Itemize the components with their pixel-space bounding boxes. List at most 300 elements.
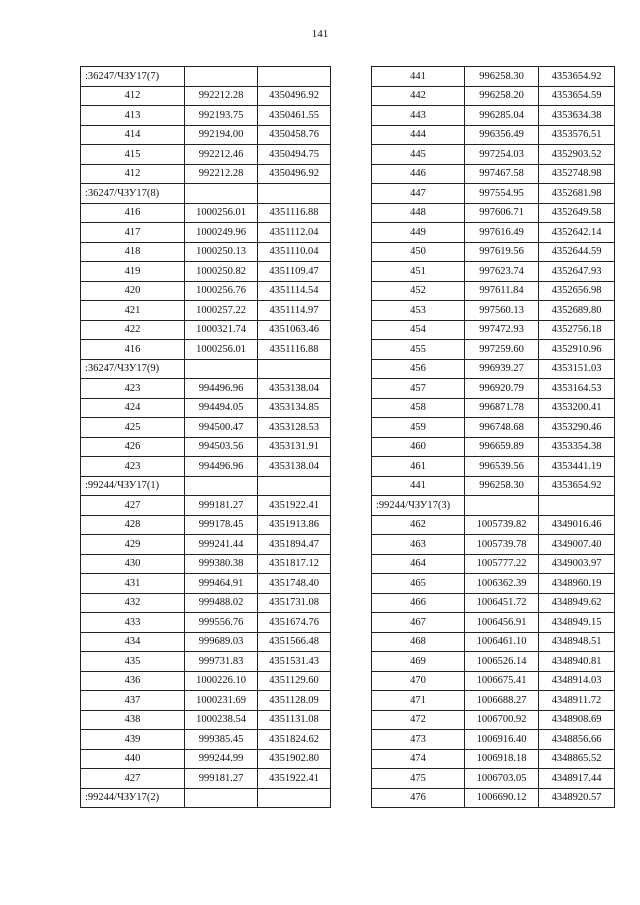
x-coordinate-cell: 996748.68 (465, 418, 539, 438)
empty-cell (258, 67, 331, 87)
table-row (81, 320, 331, 340)
table-row (372, 320, 615, 340)
x-coordinate-cell: 997611.84 (465, 281, 539, 301)
x-coordinate-cell: 997623.74 (465, 262, 539, 282)
point-number-cell: 464 (372, 554, 465, 574)
x-coordinate-cell: 997259.60 (465, 340, 539, 360)
table-row (372, 769, 615, 789)
table-row (81, 574, 331, 594)
table-row (372, 652, 615, 672)
x-coordinate-cell: 997467.58 (465, 164, 539, 184)
table-row (372, 613, 615, 633)
y-coordinate-cell: 4348920.57 (539, 788, 615, 808)
y-coordinate-cell: 4351116.88 (258, 340, 331, 360)
point-number-cell: 422 (81, 320, 185, 340)
x-coordinate-cell: 992212.28 (185, 164, 258, 184)
table-row (81, 203, 331, 223)
y-coordinate-cell: 4353654.59 (539, 86, 615, 106)
coordinates-table-left (80, 66, 331, 808)
table-row (81, 632, 331, 652)
x-coordinate-cell: 992194.00 (185, 125, 258, 145)
x-coordinate-cell: 1006362.39 (465, 574, 539, 594)
parcel-label: :36247/ЧЗУ17(7) (81, 67, 185, 87)
x-coordinate-cell: 997606.71 (465, 203, 539, 223)
x-coordinate-cell: 1006703.05 (465, 769, 539, 789)
y-coordinate-cell: 4353354.38 (539, 437, 615, 457)
table-row (372, 379, 615, 399)
y-coordinate-cell: 4351114.54 (258, 281, 331, 301)
x-coordinate-cell: 999731.83 (185, 652, 258, 672)
table-row (372, 262, 615, 282)
x-coordinate-cell: 1006688.27 (465, 691, 539, 711)
y-coordinate-cell: 4353138.04 (258, 379, 331, 399)
table-row (81, 769, 331, 789)
y-coordinate-cell: 4353634.38 (539, 106, 615, 126)
x-coordinate-cell: 1000256.01 (185, 340, 258, 360)
table-row (372, 145, 615, 165)
x-coordinate-cell: 1000250.82 (185, 262, 258, 282)
table-row (81, 223, 331, 243)
table-row (372, 691, 615, 711)
table-row (81, 554, 331, 574)
x-coordinate-cell: 997254.03 (465, 145, 539, 165)
point-number-cell: 418 (81, 242, 185, 262)
x-coordinate-cell: 992212.28 (185, 86, 258, 106)
table-row (81, 398, 331, 418)
y-coordinate-cell: 4351112.04 (258, 223, 331, 243)
point-number-cell: 441 (372, 476, 465, 496)
x-coordinate-cell: 999241.44 (185, 535, 258, 555)
point-number-cell: 455 (372, 340, 465, 360)
point-number-cell: 446 (372, 164, 465, 184)
point-number-cell: 443 (372, 106, 465, 126)
table-row (81, 652, 331, 672)
y-coordinate-cell: 4351731.08 (258, 593, 331, 613)
table-row (81, 379, 331, 399)
x-coordinate-cell: 1000257.22 (185, 301, 258, 321)
point-number-cell: 419 (81, 262, 185, 282)
y-coordinate-cell: 4353441.19 (539, 457, 615, 477)
x-coordinate-cell: 996356.49 (465, 125, 539, 145)
point-number-cell: 470 (372, 671, 465, 691)
table-row (81, 125, 331, 145)
x-coordinate-cell: 994496.96 (185, 457, 258, 477)
x-coordinate-cell: 1000226.10 (185, 671, 258, 691)
y-coordinate-cell: 4348940.81 (539, 652, 615, 672)
y-coordinate-cell: 4353134.85 (258, 398, 331, 418)
point-number-cell: 427 (81, 769, 185, 789)
y-coordinate-cell: 4349016.46 (539, 515, 615, 535)
point-number-cell: 430 (81, 554, 185, 574)
point-number-cell: 432 (81, 593, 185, 613)
point-number-cell: 476 (372, 788, 465, 808)
table-row (81, 262, 331, 282)
y-coordinate-cell: 4351129.60 (258, 671, 331, 691)
empty-cell (185, 788, 258, 808)
point-number-cell: 426 (81, 437, 185, 457)
x-coordinate-cell: 1000250.13 (185, 242, 258, 262)
y-coordinate-cell: 4352656.98 (539, 281, 615, 301)
point-number-cell: 442 (372, 86, 465, 106)
table-row (372, 418, 615, 438)
y-coordinate-cell: 4353654.92 (539, 476, 615, 496)
point-number-cell: 412 (81, 86, 185, 106)
table-row (372, 340, 615, 360)
y-coordinate-cell: 4353654.92 (539, 67, 615, 87)
table-row (372, 203, 615, 223)
x-coordinate-cell: 994500.47 (185, 418, 258, 438)
y-coordinate-cell: 4351922.41 (258, 769, 331, 789)
x-coordinate-cell: 997554.95 (465, 184, 539, 204)
table-row (372, 301, 615, 321)
point-number-cell: 428 (81, 515, 185, 535)
point-number-cell: 460 (372, 437, 465, 457)
x-coordinate-cell: 1006690.12 (465, 788, 539, 808)
table-row (81, 593, 331, 613)
table-row (81, 515, 331, 535)
point-number-cell: 412 (81, 164, 185, 184)
x-coordinate-cell: 999178.45 (185, 515, 258, 535)
point-number-cell: 439 (81, 730, 185, 750)
table-row (372, 671, 615, 691)
point-number-cell: 468 (372, 632, 465, 652)
table-row (81, 730, 331, 750)
point-number-cell: 458 (372, 398, 465, 418)
y-coordinate-cell: 4351116.88 (258, 203, 331, 223)
point-number-cell: 469 (372, 652, 465, 672)
x-coordinate-cell: 999244.99 (185, 749, 258, 769)
x-coordinate-cell: 996258.30 (465, 67, 539, 87)
point-number-cell: 472 (372, 710, 465, 730)
y-coordinate-cell: 4353151.03 (539, 359, 615, 379)
y-coordinate-cell: 4351894.47 (258, 535, 331, 555)
parcel-label: :36247/ЧЗУ17(8) (81, 184, 185, 204)
y-coordinate-cell: 4350494.75 (258, 145, 331, 165)
point-number-cell: 416 (81, 340, 185, 360)
parcel-label: :36247/ЧЗУ17(9) (81, 359, 185, 379)
table-row (372, 281, 615, 301)
empty-cell (185, 67, 258, 87)
parcel-label: :99244/ЧЗУ17(1) (81, 476, 185, 496)
point-number-cell: 461 (372, 457, 465, 477)
y-coordinate-cell: 4351063.46 (258, 320, 331, 340)
y-coordinate-cell: 4351128.09 (258, 691, 331, 711)
point-number-cell: 420 (81, 281, 185, 301)
table-row (81, 86, 331, 106)
table-row (81, 613, 331, 633)
x-coordinate-cell: 996258.30 (465, 476, 539, 496)
table-row (372, 223, 615, 243)
table-row (81, 145, 331, 165)
x-coordinate-cell: 999181.27 (185, 769, 258, 789)
y-coordinate-cell: 4351566.48 (258, 632, 331, 652)
y-coordinate-cell: 4352642.14 (539, 223, 615, 243)
parcel-header-row (81, 359, 331, 379)
y-coordinate-cell: 4350496.92 (258, 164, 331, 184)
empty-cell (539, 496, 615, 516)
table-row (81, 164, 331, 184)
y-coordinate-cell: 4351824.62 (258, 730, 331, 750)
table-row (372, 788, 615, 808)
y-coordinate-cell: 4352681.98 (539, 184, 615, 204)
y-coordinate-cell: 4348914.03 (539, 671, 615, 691)
x-coordinate-cell: 1000238.54 (185, 710, 258, 730)
y-coordinate-cell: 4353576.51 (539, 125, 615, 145)
x-coordinate-cell: 997560.13 (465, 301, 539, 321)
point-number-cell: 433 (81, 613, 185, 633)
table-row (372, 457, 615, 477)
table-row (81, 340, 331, 360)
table-row (372, 242, 615, 262)
y-coordinate-cell: 4348911.72 (539, 691, 615, 711)
y-coordinate-cell: 4348948.51 (539, 632, 615, 652)
point-number-cell: 452 (372, 281, 465, 301)
point-number-cell: 459 (372, 418, 465, 438)
table-row (81, 242, 331, 262)
y-coordinate-cell: 4352649.58 (539, 203, 615, 223)
parcel-header-row (81, 788, 331, 808)
x-coordinate-cell: 996871.78 (465, 398, 539, 418)
y-coordinate-cell: 4352748.98 (539, 164, 615, 184)
x-coordinate-cell: 999380.38 (185, 554, 258, 574)
y-coordinate-cell: 4348917.44 (539, 769, 615, 789)
empty-cell (185, 476, 258, 496)
x-coordinate-cell: 1006700.92 (465, 710, 539, 730)
empty-cell (258, 476, 331, 496)
point-number-cell: 423 (81, 379, 185, 399)
table-row (372, 554, 615, 574)
table-row (81, 437, 331, 457)
point-number-cell: 414 (81, 125, 185, 145)
y-coordinate-cell: 4351110.04 (258, 242, 331, 262)
empty-cell (465, 496, 539, 516)
x-coordinate-cell: 999181.27 (185, 496, 258, 516)
y-coordinate-cell: 4348856.66 (539, 730, 615, 750)
x-coordinate-cell: 996285.04 (465, 106, 539, 126)
y-coordinate-cell: 4353200.41 (539, 398, 615, 418)
y-coordinate-cell: 4351748.40 (258, 574, 331, 594)
table-row (81, 691, 331, 711)
empty-cell (258, 359, 331, 379)
point-number-cell: 473 (372, 730, 465, 750)
point-number-cell: 448 (372, 203, 465, 223)
y-coordinate-cell: 4351674.76 (258, 613, 331, 633)
table-row (372, 125, 615, 145)
x-coordinate-cell: 1006456.91 (465, 613, 539, 633)
point-number-cell: 454 (372, 320, 465, 340)
x-coordinate-cell: 1000321.74 (185, 320, 258, 340)
y-coordinate-cell: 4353290.46 (539, 418, 615, 438)
point-number-cell: 413 (81, 106, 185, 126)
y-coordinate-cell: 4351131.08 (258, 710, 331, 730)
point-number-cell: 416 (81, 203, 185, 223)
y-coordinate-cell: 4350458.76 (258, 125, 331, 145)
x-coordinate-cell: 994503.56 (185, 437, 258, 457)
y-coordinate-cell: 4348949.15 (539, 613, 615, 633)
x-coordinate-cell: 999689.03 (185, 632, 258, 652)
x-coordinate-cell: 1000256.76 (185, 281, 258, 301)
x-coordinate-cell: 1005739.82 (465, 515, 539, 535)
point-number-cell: 457 (372, 379, 465, 399)
y-coordinate-cell: 4348908.69 (539, 710, 615, 730)
y-coordinate-cell: 4352689.80 (539, 301, 615, 321)
table-row (372, 710, 615, 730)
point-number-cell: 456 (372, 359, 465, 379)
table-row (372, 359, 615, 379)
y-coordinate-cell: 4353138.04 (258, 457, 331, 477)
point-number-cell: 436 (81, 671, 185, 691)
table-row (81, 671, 331, 691)
x-coordinate-cell: 999464.91 (185, 574, 258, 594)
y-coordinate-cell: 4353128.53 (258, 418, 331, 438)
x-coordinate-cell: 994496.96 (185, 379, 258, 399)
parcel-header-row (81, 67, 331, 87)
y-coordinate-cell: 4351817.12 (258, 554, 331, 574)
point-number-cell: 462 (372, 515, 465, 535)
x-coordinate-cell: 1006461.10 (465, 632, 539, 652)
x-coordinate-cell: 996539.56 (465, 457, 539, 477)
table-row (81, 106, 331, 126)
x-coordinate-cell: 1006675.41 (465, 671, 539, 691)
point-number-cell: 435 (81, 652, 185, 672)
y-coordinate-cell: 4352756.18 (539, 320, 615, 340)
x-coordinate-cell: 1000256.01 (185, 203, 258, 223)
y-coordinate-cell: 4352910.96 (539, 340, 615, 360)
point-number-cell: 438 (81, 710, 185, 730)
table-row (372, 437, 615, 457)
y-coordinate-cell: 4348949.62 (539, 593, 615, 613)
parcel-label: :99244/ЧЗУ17(3) (372, 496, 465, 516)
y-coordinate-cell: 4352903.52 (539, 145, 615, 165)
point-number-cell: 466 (372, 593, 465, 613)
table-row (372, 535, 615, 555)
point-number-cell: 434 (81, 632, 185, 652)
table-row (81, 301, 331, 321)
y-coordinate-cell: 4350496.92 (258, 86, 331, 106)
table-row (81, 535, 331, 555)
table-row (81, 749, 331, 769)
x-coordinate-cell: 997472.93 (465, 320, 539, 340)
x-coordinate-cell: 1000249.96 (185, 223, 258, 243)
table-row (81, 418, 331, 438)
x-coordinate-cell: 999488.02 (185, 593, 258, 613)
parcel-header-row (81, 184, 331, 204)
x-coordinate-cell: 999556.76 (185, 613, 258, 633)
y-coordinate-cell: 4353164.53 (539, 379, 615, 399)
point-number-cell: 471 (372, 691, 465, 711)
x-coordinate-cell: 992193.75 (185, 106, 258, 126)
point-number-cell: 429 (81, 535, 185, 555)
y-coordinate-cell: 4348960.19 (539, 574, 615, 594)
y-coordinate-cell: 4351913.86 (258, 515, 331, 535)
table-row (372, 106, 615, 126)
table-row (372, 398, 615, 418)
y-coordinate-cell: 4349003.97 (539, 554, 615, 574)
point-number-cell: 431 (81, 574, 185, 594)
empty-cell (258, 184, 331, 204)
point-number-cell: 451 (372, 262, 465, 282)
point-number-cell: 441 (372, 67, 465, 87)
point-number-cell: 417 (81, 223, 185, 243)
x-coordinate-cell: 997619.56 (465, 242, 539, 262)
point-number-cell: 475 (372, 769, 465, 789)
point-number-cell: 445 (372, 145, 465, 165)
x-coordinate-cell: 996659.89 (465, 437, 539, 457)
y-coordinate-cell: 4349007.40 (539, 535, 615, 555)
empty-cell (185, 359, 258, 379)
table-row (372, 184, 615, 204)
x-coordinate-cell: 1006526.14 (465, 652, 539, 672)
table-row (372, 574, 615, 594)
point-number-cell: 467 (372, 613, 465, 633)
x-coordinate-cell: 1006916.40 (465, 730, 539, 750)
point-number-cell: 463 (372, 535, 465, 555)
table-row (372, 67, 615, 87)
y-coordinate-cell: 4352647.93 (539, 262, 615, 282)
point-number-cell: 427 (81, 496, 185, 516)
x-coordinate-cell: 996258.20 (465, 86, 539, 106)
table-row (372, 593, 615, 613)
empty-cell (258, 788, 331, 808)
y-coordinate-cell: 4352644.59 (539, 242, 615, 262)
point-number-cell: 465 (372, 574, 465, 594)
page-number: 141 (311, 28, 329, 40)
table-row (372, 749, 615, 769)
table-row (81, 457, 331, 477)
x-coordinate-cell: 1005777.22 (465, 554, 539, 574)
point-number-cell: 425 (81, 418, 185, 438)
table-row (372, 86, 615, 106)
y-coordinate-cell: 4348865.52 (539, 749, 615, 769)
coordinates-table-right (371, 66, 615, 808)
y-coordinate-cell: 4351922.41 (258, 496, 331, 516)
table-row (81, 281, 331, 301)
point-number-cell: 447 (372, 184, 465, 204)
table-row (372, 515, 615, 535)
table-row (372, 476, 615, 496)
point-number-cell: 453 (372, 301, 465, 321)
x-coordinate-cell: 992212.46 (185, 145, 258, 165)
x-coordinate-cell: 1006918.18 (465, 749, 539, 769)
point-number-cell: 415 (81, 145, 185, 165)
y-coordinate-cell: 4351531.43 (258, 652, 331, 672)
point-number-cell: 444 (372, 125, 465, 145)
table-row (372, 632, 615, 652)
y-coordinate-cell: 4351109.47 (258, 262, 331, 282)
x-coordinate-cell: 1000231.69 (185, 691, 258, 711)
point-number-cell: 437 (81, 691, 185, 711)
x-coordinate-cell: 1006451.72 (465, 593, 539, 613)
x-coordinate-cell: 996920.79 (465, 379, 539, 399)
x-coordinate-cell: 996939.27 (465, 359, 539, 379)
x-coordinate-cell: 994494.05 (185, 398, 258, 418)
parcel-label: :99244/ЧЗУ17(2) (81, 788, 185, 808)
point-number-cell: 449 (372, 223, 465, 243)
point-number-cell: 424 (81, 398, 185, 418)
point-number-cell: 474 (372, 749, 465, 769)
x-coordinate-cell: 997616.49 (465, 223, 539, 243)
point-number-cell: 423 (81, 457, 185, 477)
parcel-header-row (372, 496, 615, 516)
table-row (81, 496, 331, 516)
y-coordinate-cell: 4351902.80 (258, 749, 331, 769)
x-coordinate-cell: 1005739.78 (465, 535, 539, 555)
point-number-cell: 421 (81, 301, 185, 321)
table-row (81, 710, 331, 730)
table-row (372, 164, 615, 184)
parcel-header-row (81, 476, 331, 496)
x-coordinate-cell: 999385.45 (185, 730, 258, 750)
